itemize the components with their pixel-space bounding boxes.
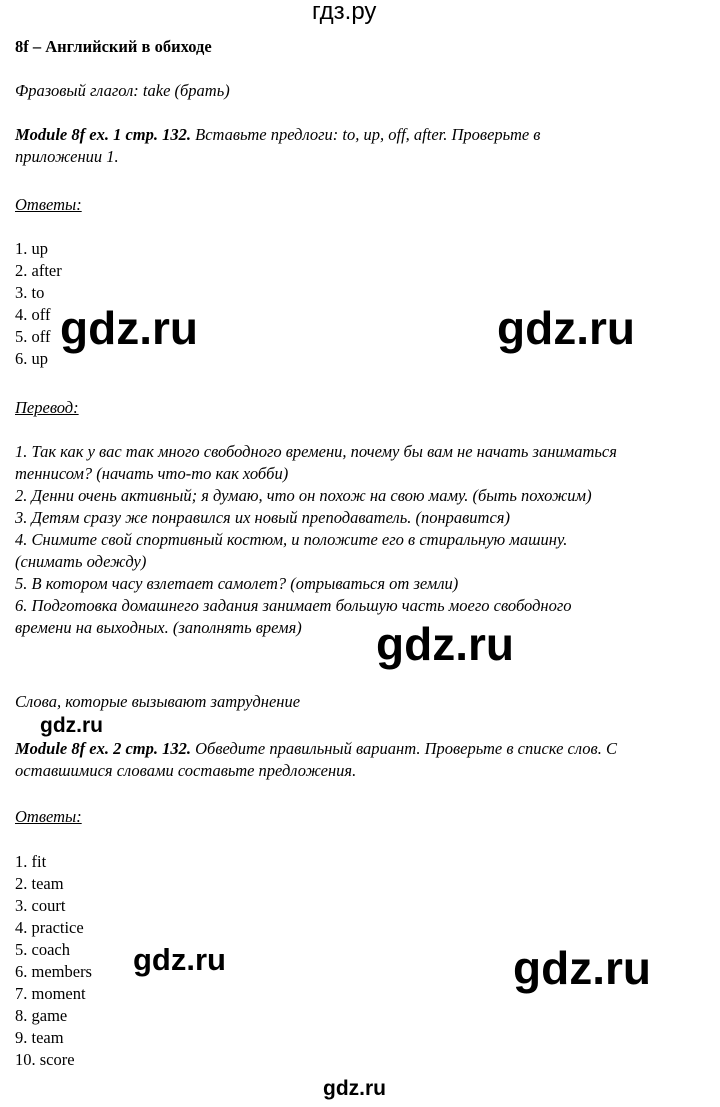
phrasal-verb-label: Фразовый глагол: take (брать) xyxy=(15,81,230,100)
list-item: (снимать одежду) xyxy=(15,552,147,571)
difficult-words-heading: Слова, которые вызывают затруднение xyxy=(15,692,301,711)
exercise-2-instruction xyxy=(15,738,617,760)
exercise-2-answers-list xyxy=(15,851,92,1071)
list-item: 3. to xyxy=(15,283,45,302)
watermark: gdz.ru xyxy=(497,302,635,354)
exercise-1-translations-list xyxy=(15,441,617,639)
list-item: 3. court xyxy=(15,896,66,915)
list-item: 9. team xyxy=(15,1028,64,1047)
list-item: 5. coach xyxy=(15,940,70,959)
watermark: gdz.ru xyxy=(376,618,514,670)
watermark: gdz.ru xyxy=(40,714,103,737)
exercise-2-instruction-text: Обведите правильный вариант. Проверьте в списке слов. С xyxy=(190,739,617,758)
list-item: 4. practice xyxy=(15,918,84,937)
list-item: 4. off xyxy=(15,305,51,324)
list-item: 1. Так как у вас так много свободного времени, почему бы вам не начать заниматься xyxy=(15,442,617,461)
list-item: 2. after xyxy=(15,261,62,280)
exercise-1-instruction xyxy=(15,124,540,146)
list-item: 8. game xyxy=(15,1006,68,1025)
watermark: gdz.ru xyxy=(133,942,226,977)
exercise-2-reference: Module 8f ex. 2 стр. 132. xyxy=(15,739,191,758)
exercise-1-instruction-line2: приложении 1. xyxy=(15,147,119,166)
list-item: 6. Подготовка домашнего задания занимает большую часть моего свободного xyxy=(15,596,572,615)
list-item: теннисом? (начать что-то как хобби) xyxy=(15,464,289,483)
exercise-1-reference: Module 8f ex. 1 стр. 132. xyxy=(15,125,191,144)
list-item: 6. members xyxy=(15,962,92,981)
exercise-1-translation-heading: Перевод: xyxy=(15,398,79,417)
list-item: 10. score xyxy=(15,1050,75,1069)
watermark: gdz.ru xyxy=(513,942,651,994)
watermark: gdz.ru xyxy=(323,1077,386,1100)
site-header-watermark: гдз.ру xyxy=(312,0,377,25)
list-item: 4. Снимите свой спортивный костюм, и положите его в стиральную машину. xyxy=(15,530,568,549)
list-item: 7. moment xyxy=(15,984,86,1003)
page-title: 8f – Английский в обиходе xyxy=(15,37,212,56)
list-item: 5. off xyxy=(15,327,51,346)
list-item: 1. fit xyxy=(15,852,47,871)
exercise-2-instruction-line2: оставшимися словами составьте предложения. xyxy=(15,761,357,780)
exercise-1-answers-list xyxy=(15,238,62,370)
list-item: 6. up xyxy=(15,349,48,368)
list-item: 3. Детям сразу же понравился их новый преподаватель. (понравится) xyxy=(15,508,510,527)
exercise-1-instruction-text: Вставьте предлоги: to, up, off, after. Проверьте в xyxy=(190,125,541,144)
watermark: gdz.ru xyxy=(60,302,198,354)
list-item: 1. up xyxy=(15,239,48,258)
exercise-1-answers-heading: Ответы: xyxy=(15,195,82,214)
list-item: 2. team xyxy=(15,874,64,893)
list-item: 5. В котором часу взлетает самолет? (отрываться от земли) xyxy=(15,574,459,593)
list-item: времени на выходных. (заполнять время) xyxy=(15,618,302,637)
list-item: 2. Денни очень активный; я думаю, что он похож на свою маму. (быть похожим) xyxy=(15,486,592,505)
exercise-2-answers-heading: Ответы: xyxy=(15,807,82,826)
